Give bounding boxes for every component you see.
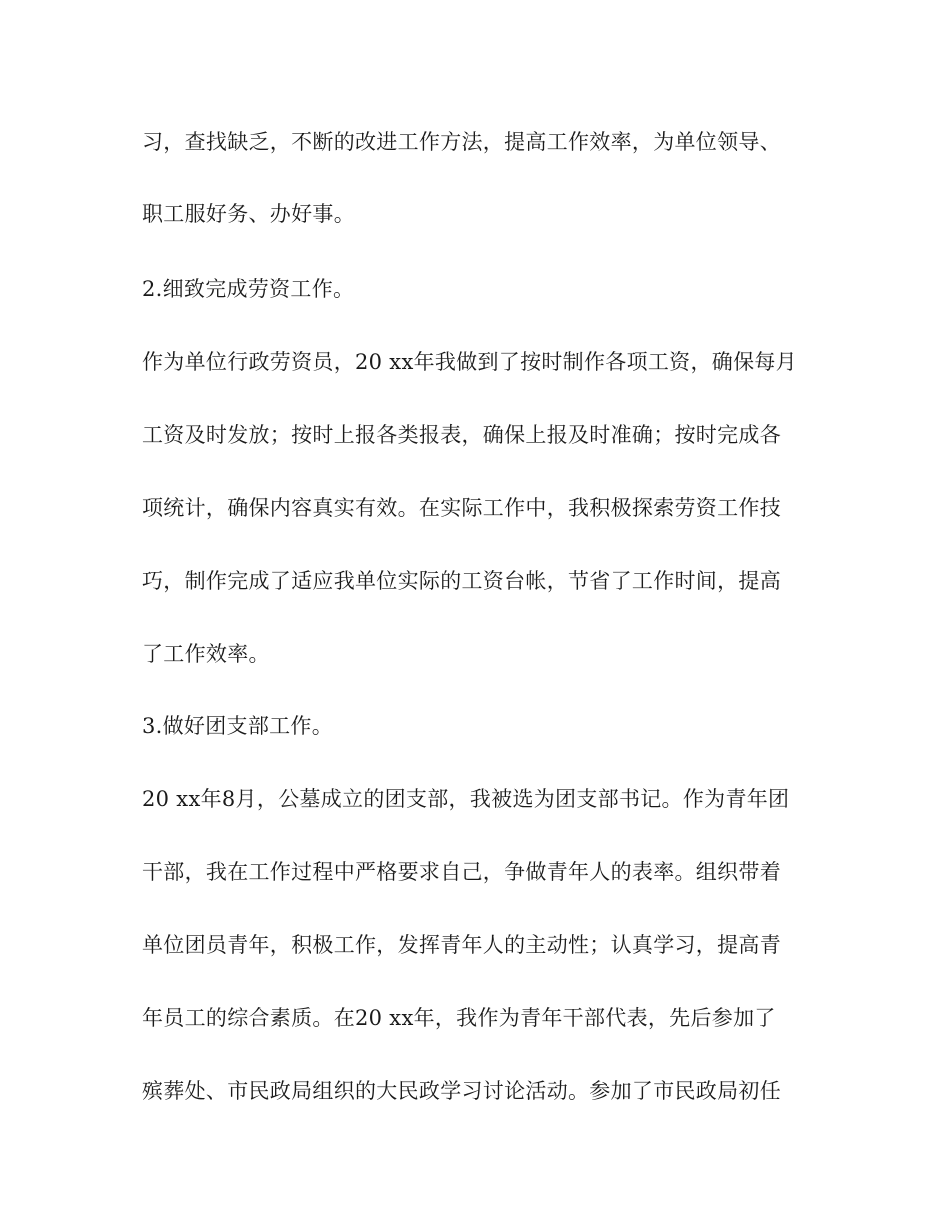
paragraph-line: 年员工的综合素质。在20 xx年，我作为青年干部代表，先后参加了 [142, 1006, 776, 1030]
paragraph-line: 作为单位行政劳资员，20 xx年我做到了按时制作各项工资，确保每月 [142, 350, 797, 374]
paragraph-line: 巧，制作完成了适应我单位实际的工资台帐，节省了工作时间，提高 [142, 569, 781, 593]
section-heading: 2.细致完成劳资工作。 [142, 277, 355, 301]
paragraph-line: 了工作效率。 [142, 642, 270, 666]
paragraph-line: 干部，我在工作过程中严格要求自己，争做青年人的表率。组织带着 [142, 860, 781, 884]
paragraph-line: 职工服好务、办好事。 [142, 202, 355, 226]
paragraph-line: 项统计，确保内容真实有效。在实际工作中，我积极探索劳资工作技 [142, 496, 781, 520]
paragraph-line: 20 xx年8月，公墓成立的团支部，我被选为团支部书记。作为青年团 [142, 787, 790, 811]
paragraph-line: 习，查找缺乏，不断的改进工作方法，提高工作效率，为单位领导、 [142, 130, 781, 154]
paragraph-line: 殡葬处、市民政局组织的大民政学习讨论活动。参加了市民政局初任 [142, 1079, 781, 1103]
section-heading: 3.做好团支部工作。 [142, 714, 334, 738]
paragraph-line: 工资及时发放；按时上报各类报表，确保上报及时准确；按时完成各 [142, 423, 781, 447]
paragraph-line: 单位团员青年，积极工作，发挥青年人的主动性；认真学习，提高青 [142, 933, 781, 957]
